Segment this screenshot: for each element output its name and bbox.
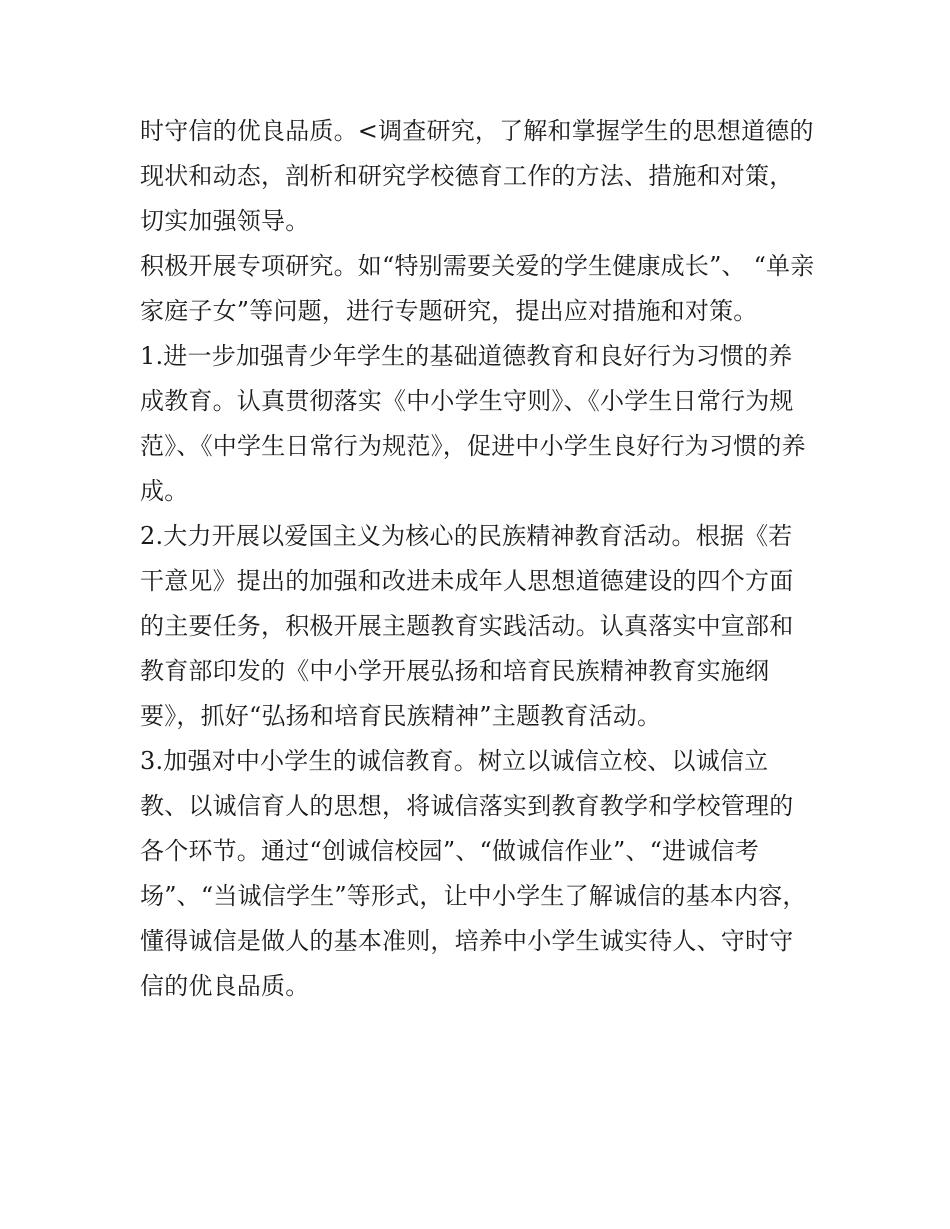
paragraph-5: 3.加强对中小学生的诚信教育。树立以诚信立校、以诚信立教、以诚信育人的思想，将诚信落实到教育教学和学校管理的各个环节。通过“创诚信校园”、“做诚信作业”、“进诚信考场”、“当诚信学生”等形式，让中小学生了解诚信的基本内容，懂得诚信是做人的基本准则，培养中小学生诚实待人、守时守信的优良品质。 — [140, 747, 807, 1000]
paragraph-1: 时守信的优良品质。<调查研究，了解和掌握学生的思想道德的现状和动态，剖析和研究学校德育工作的方法、措施和对策，切实加强领导。 — [140, 117, 814, 235]
document-body — [140, 109, 815, 1009]
paragraph-2: 积极开展专项研究。如“特别需要关爱的学生健康成长”、 “单亲家庭子女”等问题，进行专题研究，提出应对措施和对策。 — [140, 252, 815, 325]
paragraph-4: 2.大力开展以爱国主义为核心的民族精神教育活动。根据《若干意见》提出的加强和改进未成年人思想道德建设的四个方面的主要任务，积极开展主题教育实践活动。认真落实中宣部和教育部印发的《中小学开展弘扬和培育民族精神教育实施纲要》，抓好“弘扬和培育民族精神”主题教育活动。 — [140, 522, 794, 730]
paragraph-3: 1.进一步加强青少年学生的基础道德教育和良好行为习惯的养成教育。认真贯彻落实《中小学生守则》、《小学生日常行为规范》、《中学生日常行为规范》，促进中小学生良好行为习惯的养成。 — [140, 342, 806, 505]
